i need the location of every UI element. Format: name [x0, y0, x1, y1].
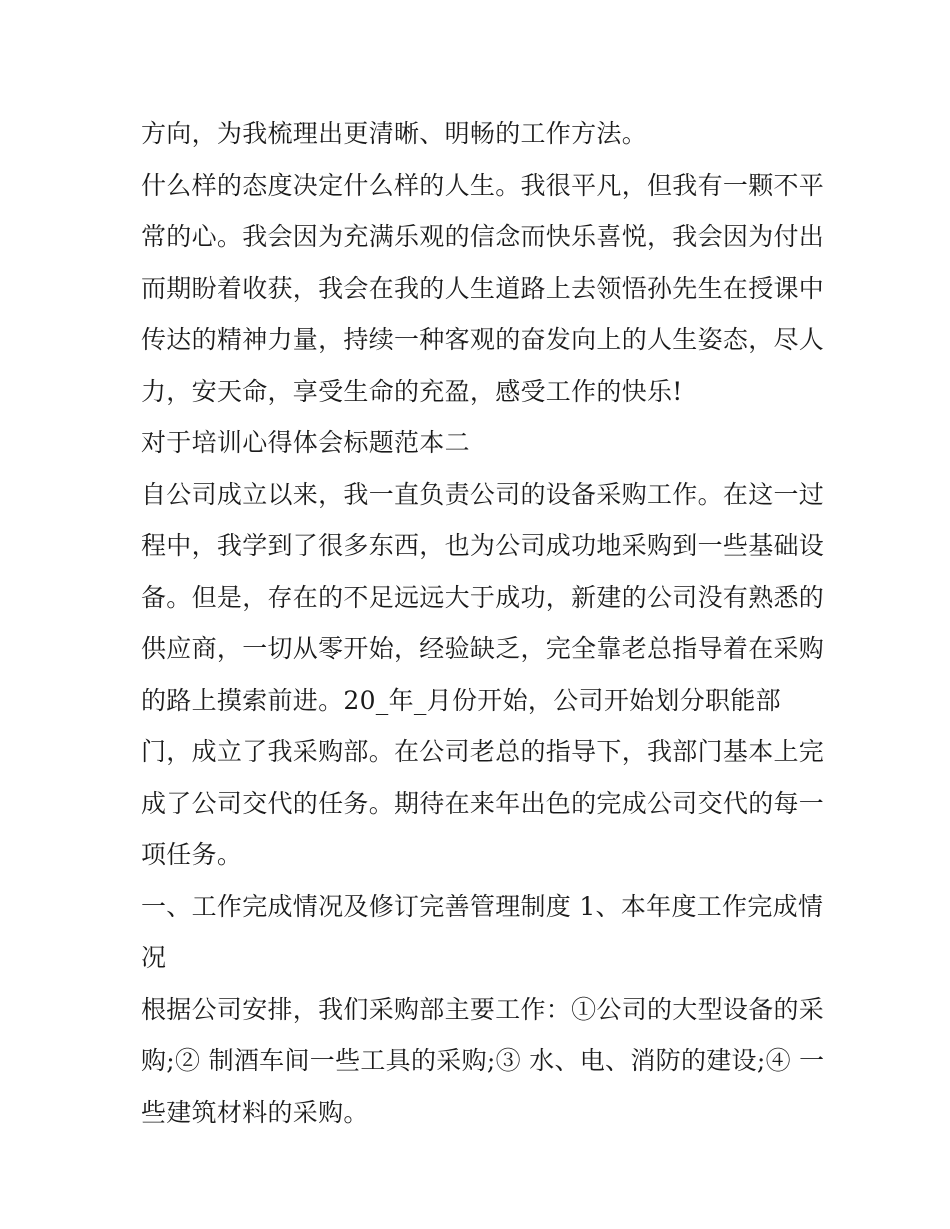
paragraph-line: 而期盼着收获，我会在我的人生道路上去领悟孙先生在授课中: [141, 273, 825, 303]
paragraph-line: 传达的精神力量，持续一种客观的奋发向上的人生姿态，尽人: [141, 325, 825, 354]
subsection-heading: 一、工作完成情况及修订完善管理制度 1、本年度工作完成情: [141, 891, 824, 921]
section-heading: 对于培训心得体会标题范本二: [141, 428, 470, 457]
paragraph-line: 供应商，一切从零开始，经验缺乏，完全靠老总指导着在采购: [141, 634, 825, 663]
paragraph-line: 什么样的态度决定什么样的人生。我很平凡，但我有一颗不平: [141, 170, 825, 200]
paragraph-line: 自公司成立以来，我一直负责公司的设备采购工作。在这一过: [141, 479, 825, 509]
paragraph-line: 些建筑材料的采购。: [141, 1097, 369, 1127]
paragraph-line: 常的心。我会因为充满乐观的信念而快乐喜悦，我会因为付出: [141, 222, 825, 251]
subsection-heading: 况: [141, 943, 167, 972]
paragraph-line: 备。但是，存在的不足远远大于成功，新建的公司没有熟悉的: [141, 582, 825, 612]
paragraph-line: 成了公司交代的任务。期待在来年出色的完成公司交代的每一: [141, 788, 825, 818]
paragraph-line: 门，成立了我采购部。在公司老总的指导下，我部门基本上完: [141, 737, 825, 766]
paragraph-line: 的路上摸索前进。20_年_月份开始，公司开始划分职能部: [141, 685, 781, 715]
paragraph-line: 根据公司安排，我们采购部主要工作：①公司的大型设备的采: [141, 994, 825, 1024]
paragraph-line: 方向，为我梳理出更清晰、明畅的工作方法。: [141, 119, 648, 148]
document-body: [141, 108, 825, 1138]
paragraph-line: 购;② 制酒车间一些工具的采购;③ 水、电、消防的建设;④ 一: [141, 1046, 825, 1075]
paragraph-line: 力，安天命，享受生命的充盈，感受工作的快乐!: [141, 376, 683, 406]
paragraph-line: 程中，我学到了很多东西，也为公司成功地采购到一些基础设: [141, 531, 825, 560]
paragraph-line: 项任务。: [141, 840, 243, 869]
